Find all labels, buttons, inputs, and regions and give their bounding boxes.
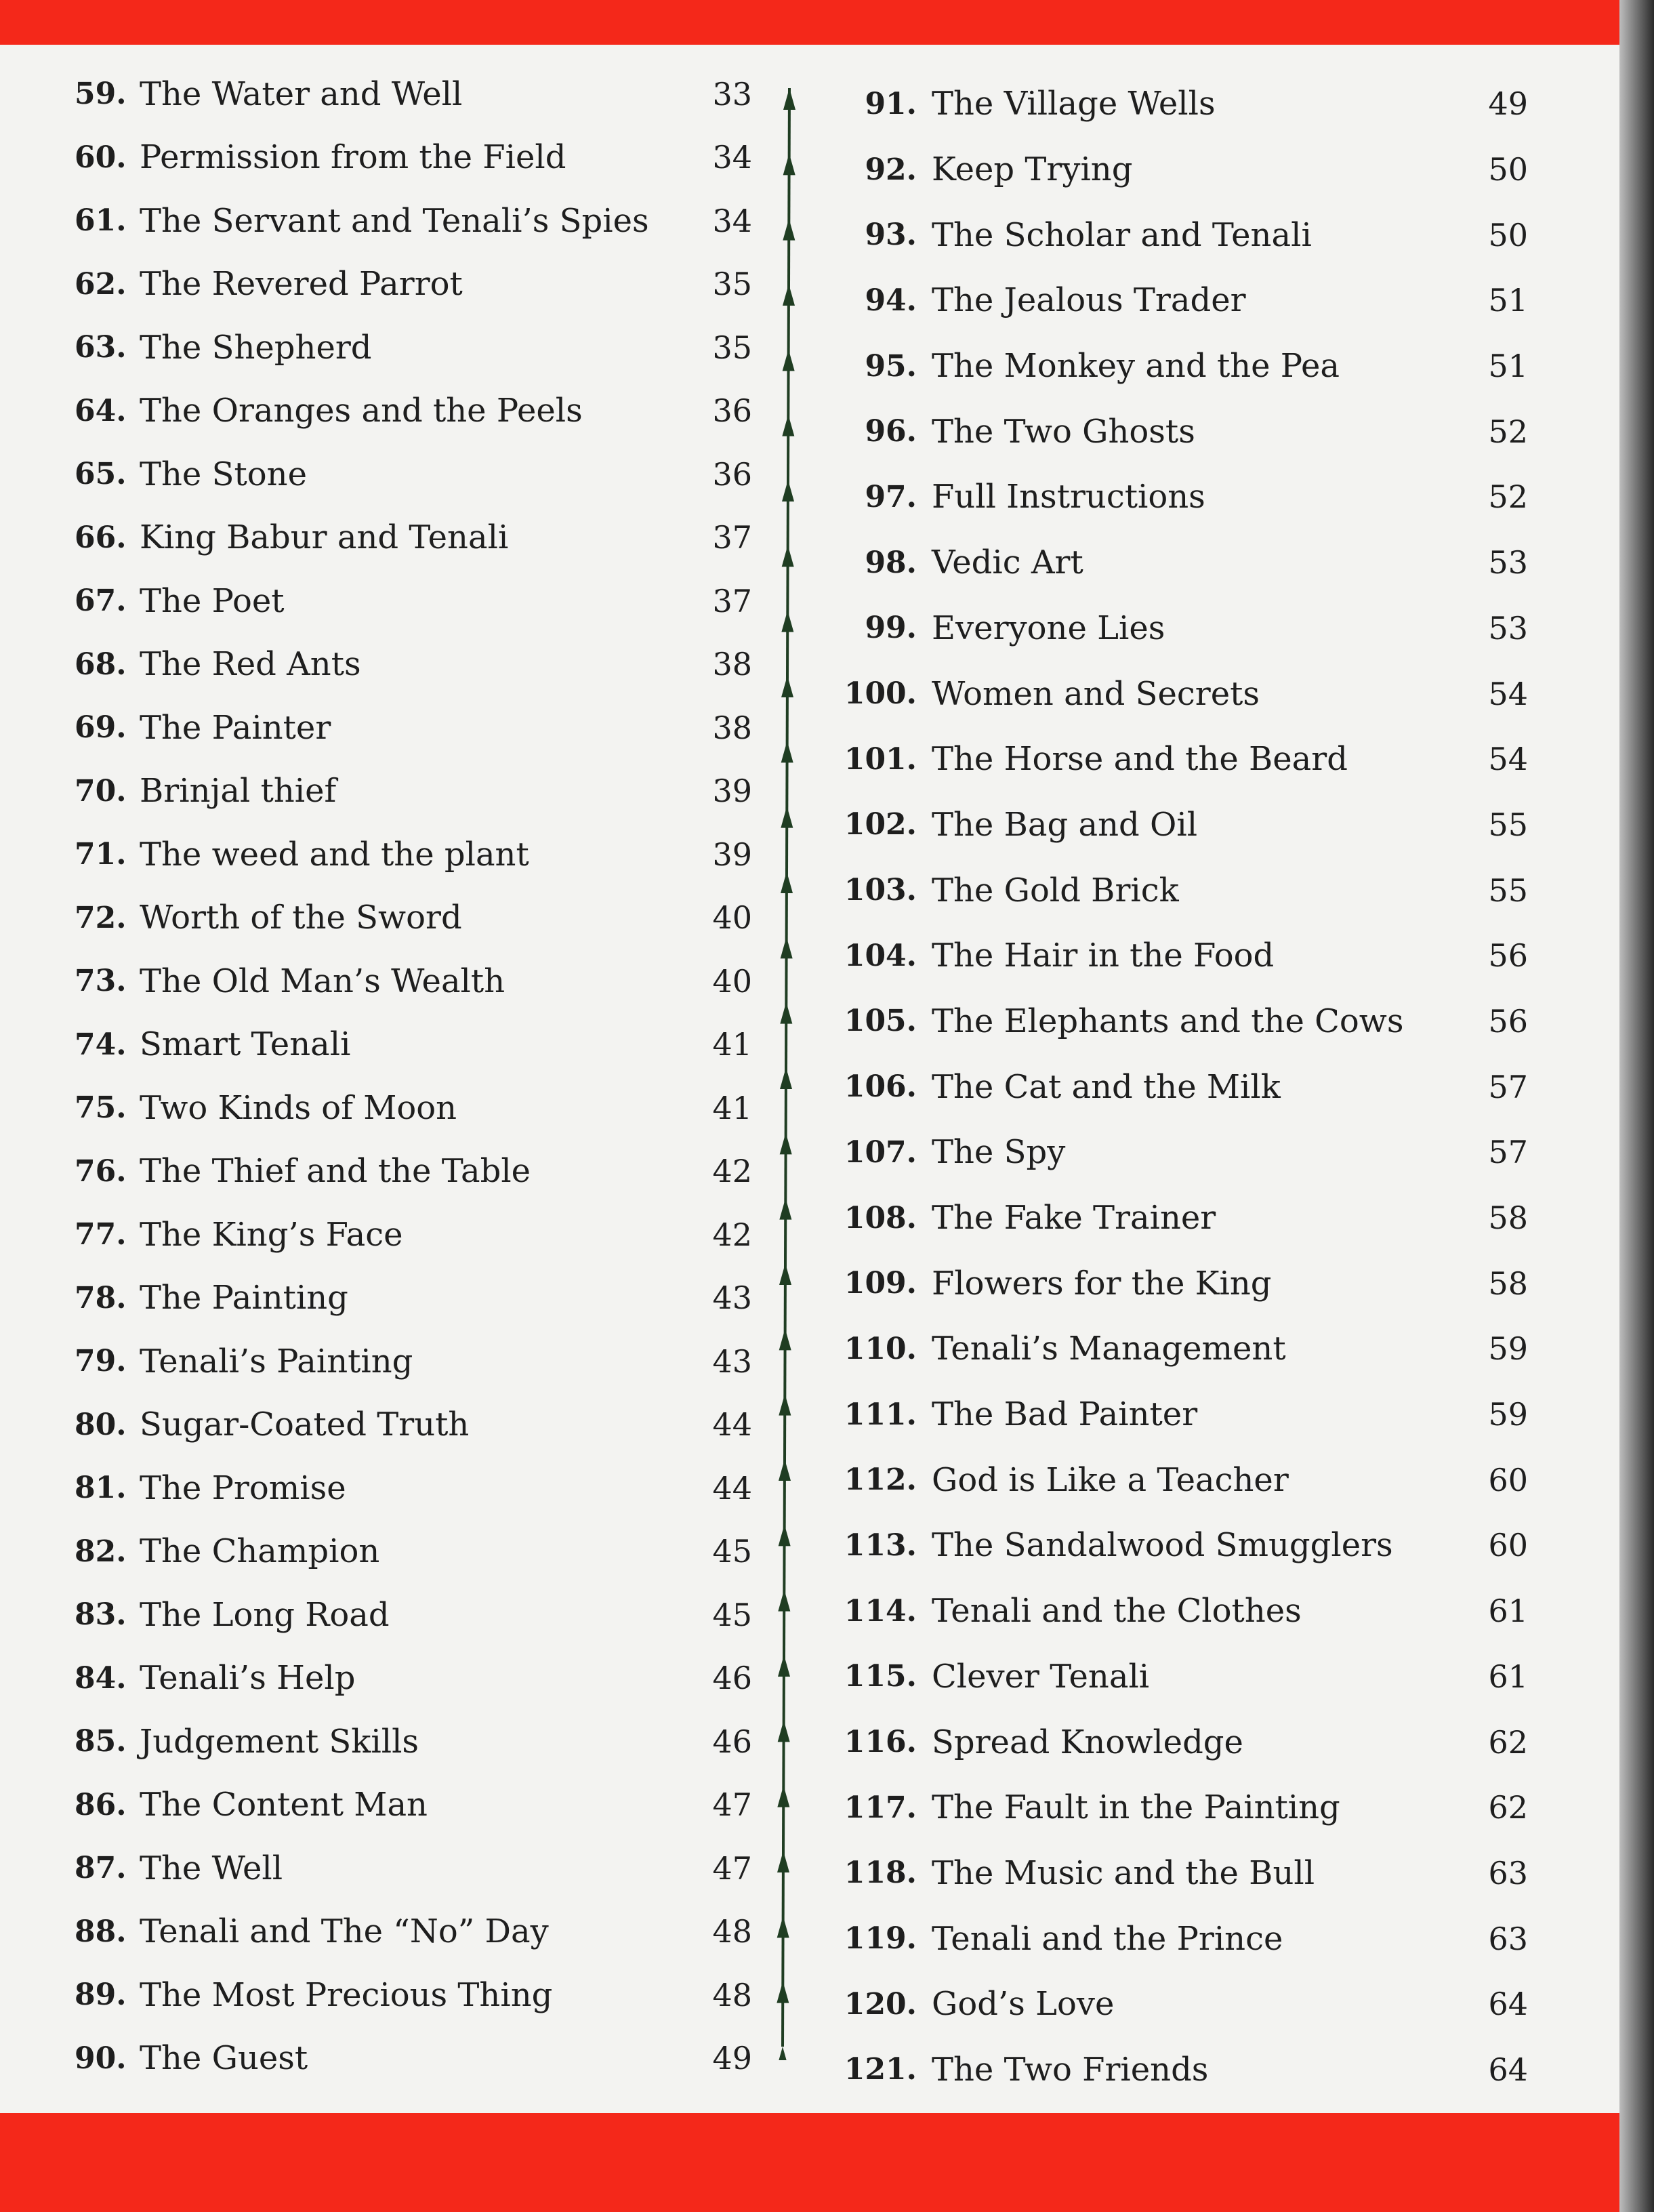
toc-entry — [830, 1841, 1528, 1906]
entry-page-number: 50 — [1488, 151, 1528, 188]
entry-page-number: 38 — [712, 709, 752, 746]
toc-entry — [830, 1971, 1528, 2037]
entry-title: Tenali’s Painting — [140, 1342, 413, 1380]
book-edge — [1619, 0, 1654, 2212]
entry-page-number: 54 — [1488, 675, 1528, 712]
entry-title: The Two Friends — [932, 2050, 1209, 2089]
entry-page-number: 51 — [1488, 282, 1528, 319]
entry-number: 115. — [844, 1659, 917, 1694]
entry-number: 102. — [844, 807, 917, 842]
entry-title: The Most Precious Thing — [140, 1975, 553, 2014]
toc-entry — [75, 1520, 752, 1584]
toc-entry — [830, 1447, 1528, 1513]
arrow-up-icon — [779, 1394, 791, 1416]
arrow-up-icon — [778, 1590, 790, 1612]
entry-number: 121. — [844, 2052, 917, 2087]
entry-number: 89. — [75, 1978, 127, 2013]
entry-number: 85. — [75, 1724, 127, 1759]
toc-entry — [75, 633, 752, 697]
toc-entry — [75, 1456, 752, 1520]
entry-number: 97. — [865, 479, 917, 514]
toc-entry — [75, 886, 752, 950]
entry-title: The Horse and the Beard — [932, 740, 1348, 779]
entry-page-number: 41 — [712, 1089, 752, 1126]
entry-title: The Jealous Trader — [932, 281, 1246, 320]
toc-entry — [75, 1076, 752, 1140]
entry-title: Two Kinds of Moon — [140, 1088, 457, 1127]
entry-title: The Champion — [140, 1532, 380, 1571]
toc-entry — [75, 443, 752, 506]
arrow-up-icon — [780, 1002, 792, 1024]
toc-entry — [830, 1120, 1528, 1185]
entry-title: King Babur and Tenali — [140, 518, 509, 557]
entry-title: Sugar-Coated Truth — [140, 1406, 470, 1444]
toc-entry — [75, 189, 752, 253]
toc-entry — [75, 1330, 752, 1393]
entry-number: 60. — [75, 140, 127, 175]
toc-entry — [75, 1013, 752, 1077]
entry-page-number: 42 — [712, 1153, 752, 1190]
entry-number: 99. — [865, 611, 917, 646]
toc-entry — [75, 823, 752, 886]
entry-title: Tenali and The “No” Day — [140, 1912, 549, 1951]
entry-page-number: 34 — [712, 139, 752, 176]
entry-title: Brinjal thief — [140, 772, 337, 811]
toc-entry — [830, 464, 1528, 530]
toc-entry — [830, 661, 1528, 726]
entry-title: The Revered Parrot — [140, 265, 463, 304]
entry-title: Smart Tenali — [140, 1025, 351, 1064]
entry-title: The Gold Brick — [932, 871, 1179, 909]
toc-left-column — [75, 62, 752, 2090]
arrow-up-icon — [779, 1198, 791, 1220]
entry-page-number: 63 — [1488, 1854, 1528, 1891]
entry-title: Worth of the Sword — [140, 899, 462, 937]
toc-entry — [830, 530, 1528, 596]
entry-number: 108. — [844, 1200, 917, 1235]
entry-title: The Long Road — [140, 1595, 390, 1634]
arrow-up-icon — [783, 153, 795, 175]
entry-page-number: 50 — [1488, 216, 1528, 253]
entry-page-number: 34 — [712, 202, 752, 239]
arrow-up-icon — [777, 1851, 789, 1872]
entry-title: The Water and Well — [140, 75, 463, 113]
arrow-up-icon — [779, 1263, 791, 1285]
toc-entry — [830, 989, 1528, 1054]
entry-title: Vedic Art — [932, 544, 1083, 582]
entry-title: The Thief and the Table — [140, 1152, 531, 1191]
entry-number: 104. — [844, 938, 917, 973]
toc-entry — [75, 1267, 752, 1330]
entry-page-number: 44 — [712, 1469, 752, 1507]
entry-page-number: 60 — [1488, 1527, 1528, 1564]
entry-title: The Cat and the Milk — [932, 1067, 1281, 1106]
entry-number: 119. — [844, 1921, 917, 1957]
entry-title: The Content Man — [140, 1786, 428, 1824]
entry-number: 74. — [75, 1027, 127, 1062]
entry-number: 63. — [75, 330, 127, 365]
toc-entry — [75, 62, 752, 126]
entry-number: 96. — [865, 414, 917, 449]
entry-page-number: 49 — [1488, 85, 1528, 123]
entry-page-number: 53 — [1488, 609, 1528, 647]
entry-number: 91. — [865, 86, 917, 121]
entry-page-number: 39 — [712, 773, 752, 810]
toc-entry — [75, 1900, 752, 1964]
entry-title: The Village Wells — [932, 85, 1216, 123]
entry-number: 75. — [75, 1090, 127, 1126]
entry-page-number: 43 — [712, 1343, 752, 1380]
top-red-band — [0, 0, 1619, 45]
entry-page-number: 61 — [1488, 1593, 1528, 1630]
entry-title: The Stone — [140, 455, 307, 493]
entry-number: 81. — [75, 1471, 127, 1506]
arrow-up-icon — [780, 1132, 792, 1154]
entry-title: The weed and the plant — [140, 835, 529, 874]
arrow-divider — [745, 75, 813, 2060]
entry-title: The King’s Face — [140, 1215, 403, 1254]
entry-title: The Scholar and Tenali — [932, 216, 1312, 254]
toc-entry — [830, 2037, 1528, 2103]
entry-title: Women and Secrets — [932, 674, 1260, 713]
entry-page-number: 58 — [1488, 1200, 1528, 1237]
toc-entry — [830, 1775, 1528, 1841]
entry-number: 68. — [75, 647, 127, 682]
entry-number: 107. — [844, 1134, 917, 1170]
entry-title: The Promise — [140, 1469, 346, 1507]
toc-entry — [830, 923, 1528, 989]
entry-number: 92. — [865, 152, 917, 187]
entry-number: 94. — [865, 283, 917, 318]
entry-number: 66. — [75, 520, 127, 555]
entry-page-number: 54 — [1488, 741, 1528, 778]
entry-number: 72. — [75, 900, 127, 935]
arrow-up-icon — [783, 219, 795, 241]
toc-entry — [75, 1774, 752, 1837]
arrow-up-icon — [781, 872, 793, 893]
entry-page-number: 47 — [712, 1849, 752, 1887]
entry-number: 106. — [844, 1069, 917, 1105]
toc-entry — [830, 71, 1528, 137]
entry-page-number: 45 — [712, 1596, 752, 1633]
entry-number: 78. — [75, 1280, 127, 1315]
entry-page-number: 49 — [712, 2040, 752, 2077]
toc-entry — [830, 1644, 1528, 1710]
entry-title: The Old Man’s Wealth — [140, 962, 505, 1000]
toc-entry — [830, 1513, 1528, 1578]
entry-page-number: 56 — [1488, 1002, 1528, 1040]
entry-number: 73. — [75, 964, 127, 999]
toc-entry — [830, 398, 1528, 464]
entry-number: 100. — [844, 676, 917, 712]
toc-entry — [75, 696, 752, 760]
entry-title: Full Instructions — [932, 478, 1205, 516]
entry-page-number: 51 — [1488, 348, 1528, 385]
entry-page-number: 57 — [1488, 1134, 1528, 1171]
toc-entry — [75, 380, 752, 443]
toc-entry — [75, 569, 752, 633]
toc-entry — [830, 726, 1528, 792]
entry-page-number: 46 — [712, 1723, 752, 1760]
toc-entry — [75, 1837, 752, 1900]
arrow-up-icon — [777, 2047, 789, 2060]
entry-title: Tenali and the Clothes — [932, 1592, 1302, 1631]
entry-page-number: 57 — [1488, 1068, 1528, 1105]
entry-title: The Poet — [140, 581, 285, 620]
entry-number: 70. — [75, 773, 127, 808]
entry-title: The Shepherd — [140, 328, 372, 367]
entry-page-number: 48 — [712, 1976, 752, 2013]
entry-page-number: 45 — [712, 1533, 752, 1570]
arrow-up-icon — [778, 1720, 790, 1742]
toc-entry — [75, 949, 752, 1013]
arrow-up-icon — [779, 1459, 791, 1481]
entry-number: 86. — [75, 1787, 127, 1822]
toc-entry — [75, 316, 752, 380]
entry-page-number: 40 — [712, 962, 752, 1000]
entry-number: 113. — [844, 1528, 917, 1563]
entry-page-number: 47 — [712, 1786, 752, 1824]
entry-number: 117. — [844, 1790, 917, 1825]
arrow-up-icon — [781, 676, 793, 697]
toc-entry — [75, 1140, 752, 1204]
entry-title: The Sandalwood Smugglers — [932, 1526, 1393, 1565]
entry-page-number: 39 — [712, 836, 752, 873]
entry-title: The Two Ghosts — [932, 412, 1195, 451]
entry-title: Everyone Lies — [932, 609, 1165, 647]
entry-page-number: 55 — [1488, 806, 1528, 843]
entry-number: 65. — [75, 457, 127, 492]
entry-number: 84. — [75, 1660, 127, 1696]
entry-number: 64. — [75, 393, 127, 428]
arrow-up-icon — [783, 88, 795, 110]
entry-page-number: 38 — [712, 646, 752, 683]
entry-number: 95. — [865, 348, 917, 384]
entry-number: 116. — [844, 1725, 917, 1760]
entry-number: 120. — [844, 1986, 917, 2022]
entry-page-number: 36 — [712, 392, 752, 430]
entry-page-number: 64 — [1488, 2051, 1528, 2088]
entry-title: The Bag and Oil — [932, 805, 1198, 844]
entry-number: 93. — [865, 218, 917, 253]
arrow-up-icon — [777, 1916, 789, 1938]
toc-entry — [830, 1054, 1528, 1120]
arrow-up-icon — [778, 1655, 790, 1677]
entry-page-number: 55 — [1488, 872, 1528, 909]
entry-title: The Well — [140, 1849, 283, 1887]
entry-number: 118. — [844, 1856, 917, 1891]
toc-entry — [830, 1316, 1528, 1382]
arrow-up-icon — [783, 349, 795, 371]
entry-title: The Servant and Tenali’s Spies — [140, 201, 649, 240]
toc-entry — [830, 857, 1528, 923]
entry-page-number: 37 — [712, 519, 752, 556]
toc-entry — [75, 1393, 752, 1457]
entry-number: 77. — [75, 1217, 127, 1252]
arrow-up-icon — [781, 806, 793, 828]
entry-page-number: 35 — [712, 329, 752, 366]
entry-title: Tenali’s Help — [140, 1659, 356, 1698]
arrow-up-icon — [782, 545, 794, 567]
entry-page-number: 46 — [712, 1660, 752, 1697]
arrow-up-icon — [783, 284, 795, 306]
bottom-red-band — [0, 2113, 1619, 2212]
toc-entry — [75, 1710, 752, 1774]
entry-title: Tenali and the Prince — [932, 1919, 1283, 1958]
entry-title: Tenali’s Management — [932, 1330, 1286, 1368]
toc-entry — [830, 202, 1528, 268]
toc-entry — [830, 1185, 1528, 1251]
entry-title: The Painter — [140, 708, 331, 747]
entry-title: Permission from the Field — [140, 138, 566, 177]
entry-number: 114. — [844, 1593, 917, 1629]
toc-entry — [75, 126, 752, 190]
entry-title: The Music and the Bull — [932, 1853, 1315, 1892]
entry-number: 76. — [75, 1153, 127, 1189]
entry-page-number: 56 — [1488, 937, 1528, 975]
entry-page-number: 58 — [1488, 1265, 1528, 1302]
toc-right-column — [830, 71, 1528, 2102]
entry-page-number: 37 — [712, 582, 752, 619]
entry-number: 69. — [75, 710, 127, 745]
toc-entry — [830, 268, 1528, 333]
entry-page-number: 33 — [712, 75, 752, 112]
entry-page-number: 62 — [1488, 1789, 1528, 1826]
entry-page-number: 35 — [712, 266, 752, 303]
entry-title: The Painting — [140, 1279, 348, 1317]
entry-title: The Hair in the Food — [932, 937, 1275, 975]
entry-number: 90. — [75, 2041, 127, 2076]
entry-page-number: 63 — [1488, 1920, 1528, 1957]
entry-number: 105. — [844, 1004, 917, 1039]
arrow-up-icon — [782, 415, 794, 436]
arrow-up-icon — [781, 937, 793, 958]
entry-title: The Elephants and the Cows — [932, 1002, 1404, 1040]
entry-page-number: 36 — [712, 455, 752, 493]
entry-number: 82. — [75, 1534, 127, 1569]
entry-number: 67. — [75, 583, 127, 619]
entry-page-number: 41 — [712, 1026, 752, 1063]
arrow-up-icon — [779, 1524, 791, 1546]
toc-entry — [75, 1583, 752, 1647]
entry-title: The Spy — [932, 1133, 1066, 1172]
entry-title: The Bad Painter — [932, 1395, 1198, 1434]
entry-page-number: 40 — [712, 899, 752, 937]
entry-title: The Fault in the Painting — [932, 1788, 1340, 1827]
entry-title: God is Like a Teacher — [932, 1460, 1289, 1499]
entry-page-number: 52 — [1488, 413, 1528, 450]
entry-number: 109. — [844, 1266, 917, 1301]
toc-entry — [75, 1203, 752, 1267]
arrow-up-icon — [777, 1982, 789, 2003]
arrow-up-icon — [779, 1328, 791, 1350]
arrow-up-icon — [777, 1786, 789, 1807]
entry-page-number: 60 — [1488, 1461, 1528, 1498]
entry-title: The Oranges and the Peels — [140, 392, 583, 430]
toc-entry — [830, 333, 1528, 399]
entry-number: 80. — [75, 1407, 127, 1442]
toc-entry — [75, 760, 752, 823]
arrow-up-icon — [780, 1067, 792, 1089]
entry-number: 98. — [865, 545, 917, 580]
toc-entry — [830, 596, 1528, 661]
entry-page-number: 59 — [1488, 1396, 1528, 1433]
entry-number: 112. — [844, 1462, 917, 1498]
toc-entry — [75, 253, 752, 316]
toc-entry — [75, 1647, 752, 1711]
entry-title: The Fake Trainer — [932, 1199, 1216, 1237]
entry-page-number: 43 — [712, 1279, 752, 1317]
entry-number: 83. — [75, 1597, 127, 1633]
arrow-up-icon — [781, 741, 793, 762]
entry-title: The Guest — [140, 2039, 308, 2078]
entry-page-number: 48 — [712, 1913, 752, 1950]
entry-page-number: 52 — [1488, 478, 1528, 516]
entry-number: 62. — [75, 266, 127, 302]
entry-number: 110. — [844, 1331, 917, 1366]
entry-page-number: 62 — [1488, 1723, 1528, 1761]
entry-number: 59. — [75, 77, 127, 112]
entry-number: 103. — [844, 873, 917, 908]
entry-number: 101. — [844, 741, 917, 777]
entry-page-number: 61 — [1488, 1658, 1528, 1695]
toc-entry — [830, 137, 1528, 203]
entry-number: 61. — [75, 203, 127, 239]
toc-entry — [830, 1578, 1528, 1644]
entry-number: 87. — [75, 1851, 127, 1886]
toc-entry — [75, 506, 752, 570]
entry-title: Keep Trying — [932, 150, 1133, 189]
entry-title: Clever Tenali — [932, 1657, 1150, 1696]
entry-page-number: 44 — [712, 1406, 752, 1443]
arrow-up-icon — [781, 611, 793, 632]
entry-number: 71. — [75, 837, 127, 872]
toc-entry — [75, 1963, 752, 2027]
entry-number: 79. — [75, 1344, 127, 1379]
arrow-up-icon — [782, 480, 794, 501]
entry-page-number: 42 — [712, 1216, 752, 1253]
entry-page-number: 59 — [1488, 1330, 1528, 1368]
entry-title: The Red Ants — [140, 645, 361, 684]
entry-title: The Monkey and the Pea — [932, 347, 1340, 386]
toc-entry — [75, 2027, 752, 2091]
entry-page-number: 53 — [1488, 544, 1528, 581]
toc-entry — [830, 1382, 1528, 1448]
toc-entry — [830, 792, 1528, 858]
entry-title: God’s Love — [932, 1985, 1115, 2024]
entry-page-number: 64 — [1488, 1986, 1528, 2023]
toc-entry — [830, 1250, 1528, 1316]
toc-entry — [830, 1906, 1528, 1971]
entry-title: Judgement Skills — [140, 1722, 419, 1761]
entry-number: 88. — [75, 1914, 127, 1949]
entry-title: Spread Knowledge — [932, 1723, 1243, 1761]
entry-title: Flowers for the King — [932, 1264, 1272, 1303]
toc-entry — [830, 1709, 1528, 1775]
entry-number: 111. — [844, 1397, 917, 1432]
